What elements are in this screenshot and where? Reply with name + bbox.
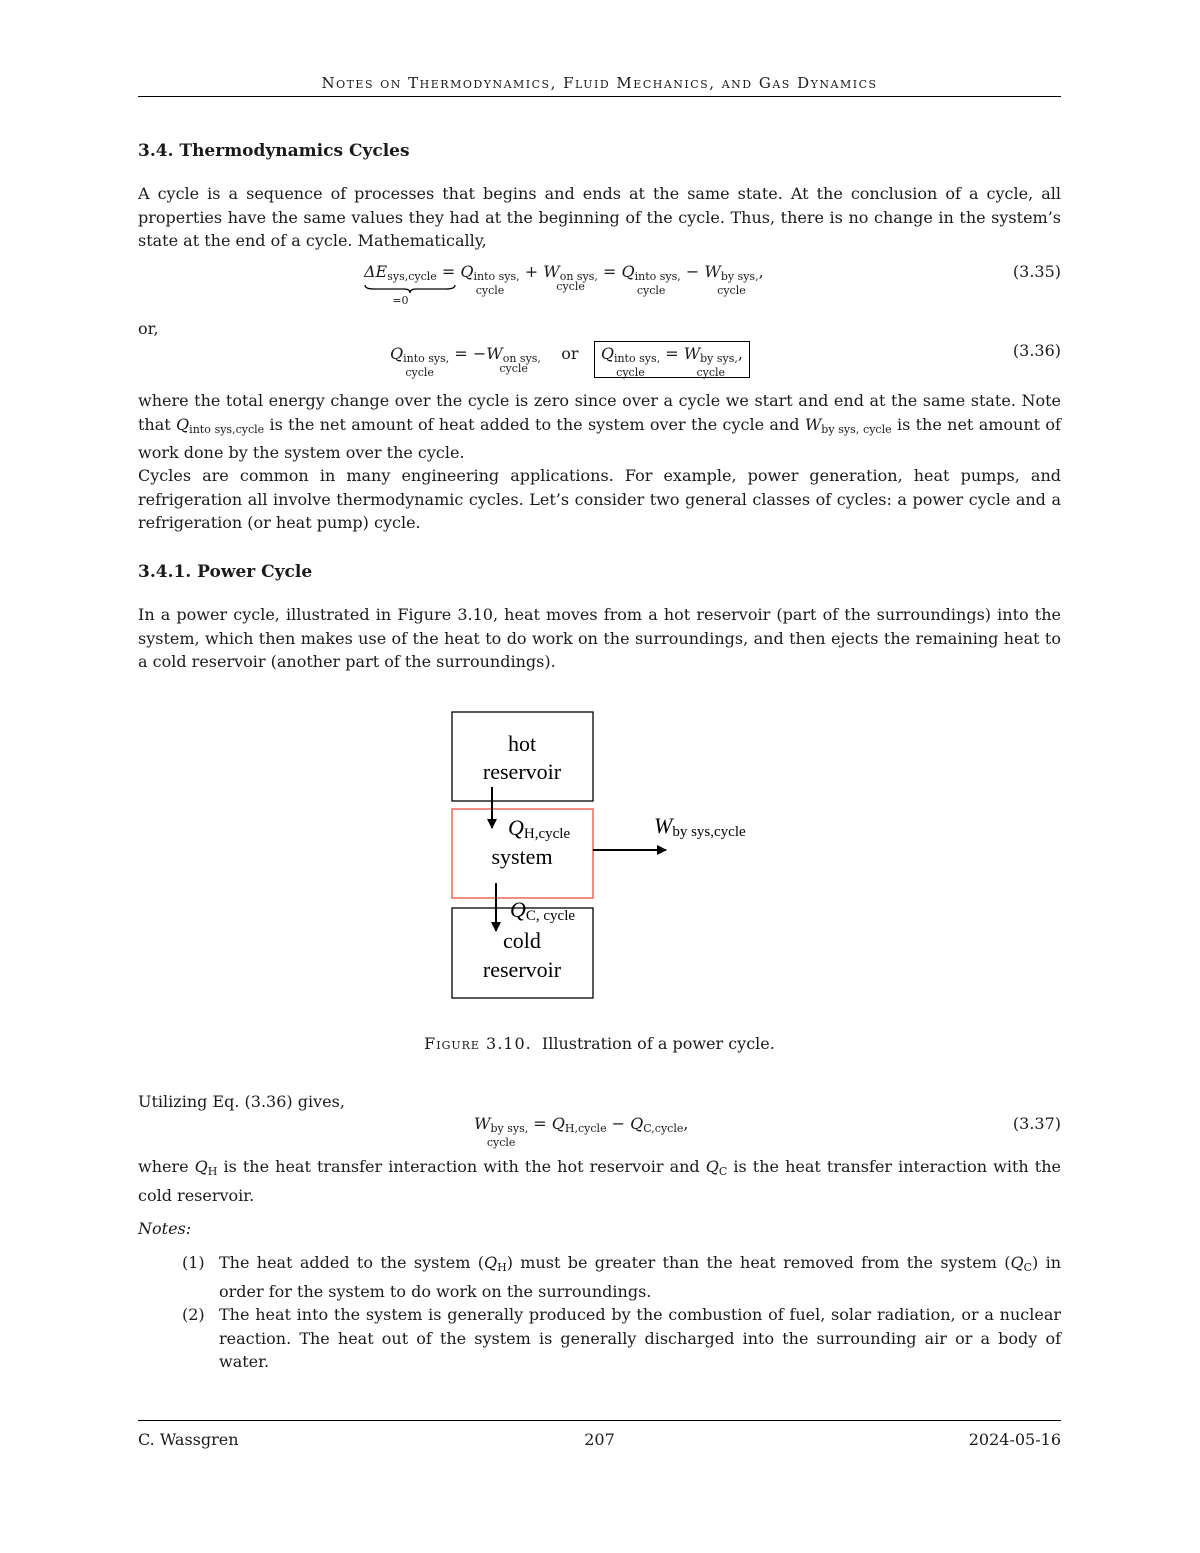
footer-date: 2024-05-16 (968, 1430, 1061, 1449)
notes-label: Notes: (138, 1219, 192, 1238)
delta-e-term: $\Delta E_{sys,cycle}$ =0 (364, 262, 437, 283)
underbrace-label: =0 (392, 294, 409, 307)
equation-3-36-body: $Q_{into sys,}$ cycle = $-W_{on sys,}$ cycle or $Q_{into sys,}$ cycle = $W_{by sys,}$ cycle , (390, 341, 750, 378)
power-cycle-paragraph: In a power cycle, illustrated in Figure 3.10, heat moves from a hot reservoir (part of the surroundings) into the system, which then makes use of the heat to do work on the surroundings, and then ejects the remaining heat to a cold reservoir (another part of the surroundings). (138, 605, 1061, 671)
qh-label: QH,cycle (508, 815, 571, 842)
subsection-heading-block (138, 562, 1061, 582)
section-title: 3.4. Thermodynamics Cycles (138, 141, 410, 161)
applications-paragraph: Cycles are common in many engineering applications. For example, power generation, heat pumps, and refrigeration all involve thermodynamic cycles. Let’s consider two general classes of cycles: a power cycle and a refrigeration (or heat pump) cycle. (138, 466, 1061, 532)
utilizing-line: Utilizing Eq. (3.36) gives, (138, 1092, 345, 1111)
intro-paragraph: A cycle is a sequence of processes that begins and ends at the same state. At the conclusion of a cycle, all properties have the same values they had at the beginning of the cycle. Thus, there is no change in the system’s state at the end of a cycle. Mathematically, (138, 184, 1061, 250)
hot-reservoir-label-1: hot (507, 731, 537, 756)
heat-transfer-paragraph: where $Q_H$ is the heat transfer interaction with the hot reservoir and $Q_C$ is the heat transfer interaction with the cold reservoir. (138, 1157, 1062, 1205)
footer-author: C. Wassgren (138, 1430, 239, 1449)
qc-label: QC, cycle (510, 897, 576, 924)
or-line: or, (138, 319, 159, 338)
section-intro (138, 182, 1061, 253)
equation-number: (3.37) (1012, 1114, 1061, 1133)
equation-3-37-body: $W_{by sys,}$ cycle = $Q_{H,cycle} - Q_{C,cycle}$, (474, 1114, 689, 1149)
hot-reservoir-label-2: reservoir (482, 759, 562, 784)
power-cycle-figure (444, 705, 774, 1005)
section-heading-block (138, 141, 1061, 161)
list-item: (1) The heat added to the system $(Q_H)$ must be greater than the heat removed from the system $(Q_C)$ in order for the system to do work on the surroundings. (182, 1253, 1061, 1301)
cold-reservoir-label-2: reservoir (482, 957, 562, 982)
cold-reservoir-label-1: cold (503, 928, 541, 953)
header-rule (138, 96, 1061, 97)
work-label: Wby sys,cycle (654, 813, 746, 840)
notes-list (138, 1251, 1061, 1374)
system-label: system (491, 844, 553, 869)
running-title: Notes on Thermodynamics, Fluid Mechanics, and Gas Dynamics (321, 74, 878, 92)
figure-caption-label: Figure 3.10. (424, 1034, 532, 1053)
figure-caption-text: Illustration of a power cycle. (541, 1034, 775, 1053)
list-item: (2) The heat into the system is generally produced by the combustion of fuel, solar radiation, or a nuclear reaction. The heat out of the system is generally discharged into the surrounding air or a body of water. (182, 1305, 1061, 1371)
equation-number: (3.36) (1012, 341, 1061, 360)
hot-reservoir-box (452, 712, 593, 801)
page-number: 207 (584, 1430, 615, 1449)
equation-number: (3.35) (1012, 262, 1061, 281)
energy-change-paragraph: where the total energy change over the cycle is zero since over a cycle we start and end at the same state. Note that $Q_{into sys,cycle}$ is the net amount of heat added to the system over the cycle and $W_{by sys, cycle}$ is the net amount of work done by the system over the cycle. (138, 391, 1061, 462)
figure-caption (138, 1034, 1061, 1053)
equation-3-35-body: $\Delta E_{sys,cycle}$ =0 = $Q_{into sys,}$ cycle + $W_{on sys,}$ cycle = $Q_{into sys,}$ cycle − $W_{by sys,}$ cycle , (364, 262, 764, 307)
boxed-equation: $Q_{into sys,}$ cycle = $W_{by sys,}$ cycle , (594, 341, 750, 378)
subsection-title: 3.4.1. Power Cycle (138, 562, 313, 582)
footer-rule (138, 1420, 1061, 1421)
underbrace-icon (364, 284, 456, 294)
